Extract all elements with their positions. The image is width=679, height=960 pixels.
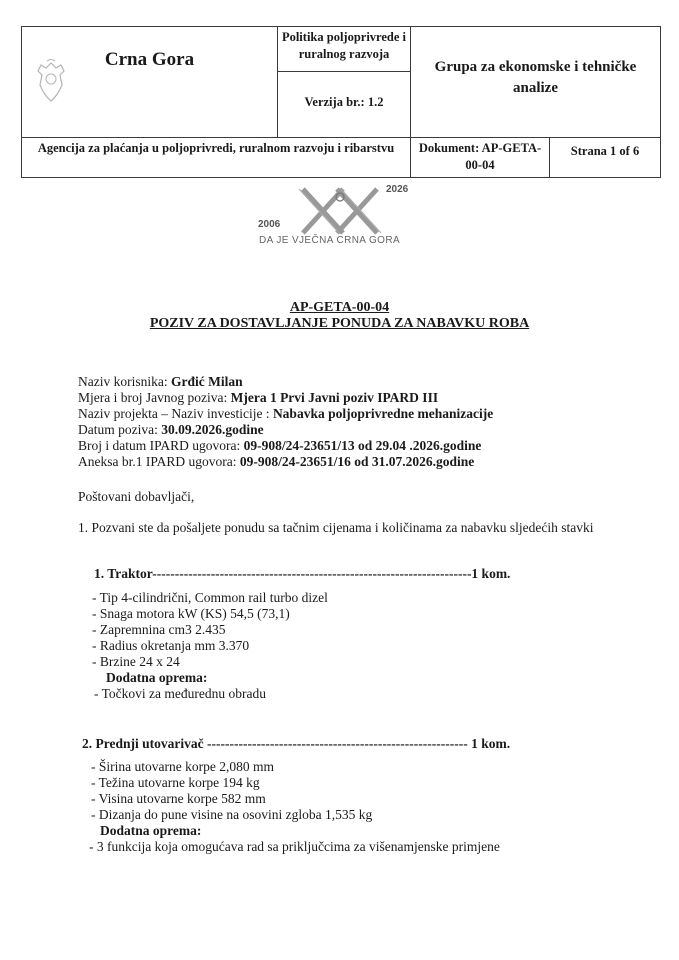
info-line bbox=[78, 374, 243, 390]
page-number: Strana 1 of 6 bbox=[570, 144, 640, 158]
header-policy-cell bbox=[277, 26, 411, 72]
agency-name: Agencija za plaćanja u poljoprivredi, ruralnom razvoju i ribarstvu bbox=[37, 141, 395, 155]
info-line bbox=[78, 390, 438, 406]
logo-motto: DA JE VJEČNA CRNA GORA bbox=[259, 235, 401, 246]
logo-year-end: 2026 bbox=[386, 184, 409, 195]
item-spec: - Dizanja do pune visine na osovini zgloba 1,535 kg bbox=[91, 807, 373, 822]
document-heading: POZIV ZA DOSTAVLJANJE PONUDA ZA NABAVKU ROBA bbox=[149, 316, 530, 331]
header-country-cell bbox=[21, 26, 278, 138]
info-label: Datum poziva: bbox=[78, 422, 162, 437]
item-spec: - Snaga motora kW (KS) 54,5 (73,1) bbox=[92, 606, 290, 621]
country-name: Crna Gora bbox=[104, 49, 195, 70]
info-label: Naziv projekta – Naziv investicije : bbox=[78, 406, 273, 421]
item-extra-label: Dodatna oprema: bbox=[106, 670, 208, 685]
item-spec: - Visina utovarne korpe 582 mm bbox=[91, 791, 266, 806]
group-name: Grupa za ekonomske i tehničke analize bbox=[434, 59, 637, 96]
info-line bbox=[78, 454, 474, 470]
info-line bbox=[78, 438, 481, 454]
info-label: Naziv korisnika: bbox=[78, 374, 171, 389]
item-extra: - 3 funkcija koja omogućava rad sa priključcima za višenamjenske primjene bbox=[89, 839, 500, 854]
item-extra: - Točkovi za međurednu obradu bbox=[94, 686, 266, 701]
header-table bbox=[21, 26, 661, 178]
item-extra-label: Dodatna oprema: bbox=[100, 823, 202, 838]
header-agency-cell bbox=[21, 137, 411, 178]
item-spec: - Brzine 24 x 24 bbox=[92, 654, 180, 669]
info-value: 30.09.2026.godine bbox=[161, 422, 264, 437]
document-code-title: AP-GETA-00-04 bbox=[289, 300, 390, 315]
info-value: Grđić Milan bbox=[170, 374, 243, 389]
anniversary-logo bbox=[255, 183, 425, 253]
info-value: 09-908/24-23651/13 od 29.04 .2026.godine bbox=[243, 438, 482, 453]
item-spec: - Tip 4-cilindrični, Common rail turbo dizel bbox=[92, 590, 328, 605]
info-value: Nabavka poljoprivredne mehanizacije bbox=[272, 406, 494, 421]
item-spec: - Težina utovarne korpe 194 kg bbox=[91, 775, 260, 790]
policy-name: Politika poljoprivrede i ruralnog razvoja bbox=[281, 30, 407, 61]
intro-paragraph: 1. Pozvani ste da pošaljete ponudu sa tačnim cijenama i količinama za nabavku sljedećih stavki bbox=[78, 520, 594, 535]
info-value: Mjera 1 Prvi Javni poziv IPARD III bbox=[230, 390, 439, 405]
info-label: Mjera i broj Javnog poziva: bbox=[78, 390, 231, 405]
header-group-cell bbox=[410, 26, 661, 138]
item-heading: 1. Traktor-----------------------------------------------------------------------1 kom. bbox=[94, 566, 511, 581]
header-page-cell bbox=[549, 137, 661, 178]
logo-year-start: 2006 bbox=[258, 219, 281, 230]
item-spec: - Radius okretanja mm 3.370 bbox=[92, 638, 250, 653]
info-value: 09-908/24-23651/16 od 31.07.2026.godine bbox=[239, 454, 475, 469]
info-line bbox=[78, 406, 493, 422]
anniversary-logo-graphic bbox=[255, 183, 425, 253]
item-spec: - Širina utovarne korpe 2,080 mm bbox=[91, 759, 274, 774]
item-spec: - Zapremnina cm3 2.435 bbox=[92, 622, 226, 637]
header-document-cell bbox=[410, 137, 550, 178]
info-label: Aneksa br.1 IPARD ugovora: bbox=[78, 454, 240, 469]
info-line bbox=[78, 422, 264, 438]
header-version-cell bbox=[277, 71, 411, 138]
info-label: Broj i datum IPARD ugovora: bbox=[78, 438, 244, 453]
item-heading: 2. Prednji utovarivač ---------------------------------------------------------- 1 kom. bbox=[82, 736, 511, 751]
version-number: Verzija br.: 1.2 bbox=[304, 95, 384, 109]
greeting: Poštovani dobavljači, bbox=[78, 489, 195, 504]
document-id: Dokument: AP-GETA-00-04 bbox=[418, 141, 542, 172]
